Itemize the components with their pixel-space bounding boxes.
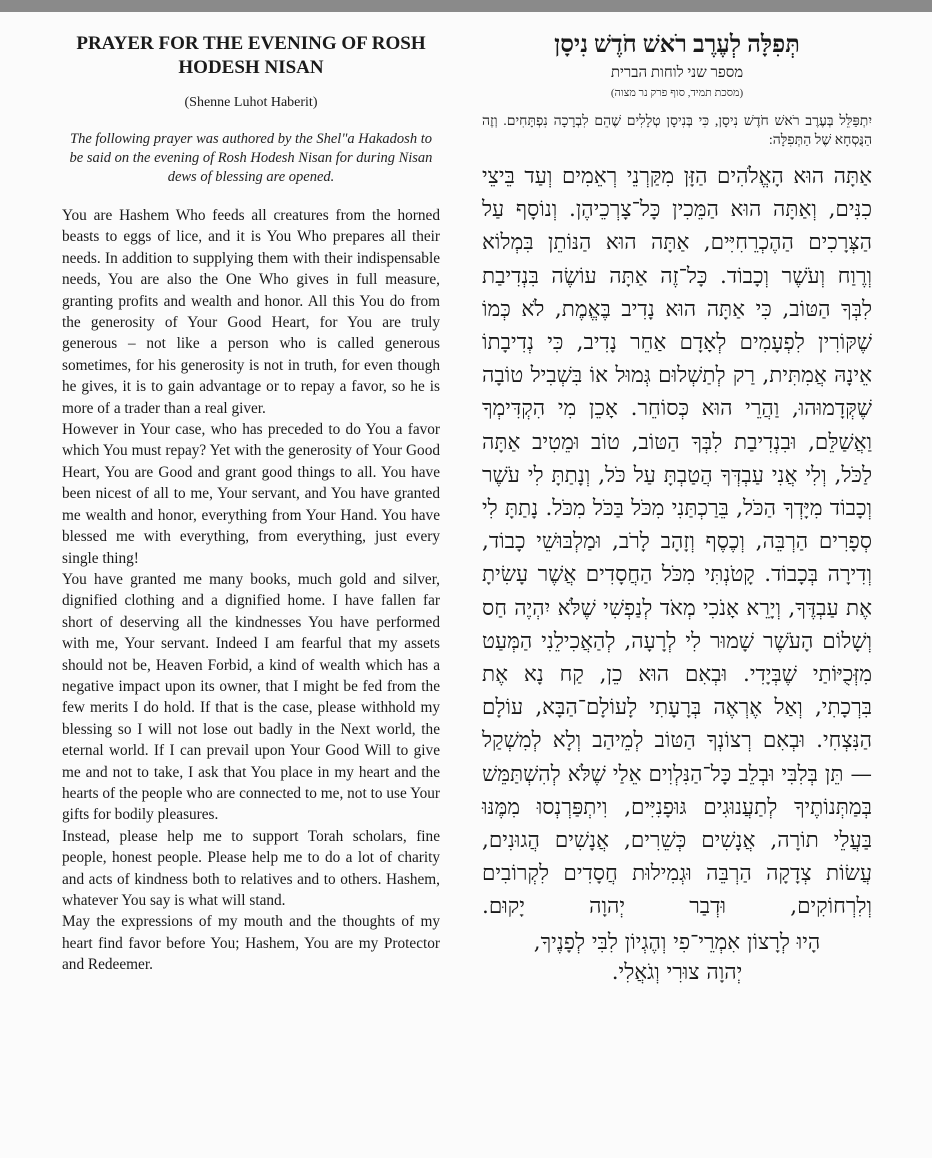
hebrew-closing-line: יְהוָה צוּרִי וְגֹאֲלִי. [611, 959, 743, 985]
english-paragraph: May the expressions of my mouth and the thoughts of my heart find favor before You; Hashem, You are my Protector and Redeemer. [62, 913, 440, 974]
hebrew-closing-line: הָיוּ לְרָצוֹן אִמְרֵי־פִי וְהֶגְיוֹן לִבִּי לְפָנֶיךָ, [533, 929, 821, 955]
hebrew-column [482, 30, 872, 988]
english-paragraph: You are Hashem Who feeds all creatures from the horned beasts to eggs of lice, and it is You Who prepares all their needs. In addition to supplying them with their indispensable needs, You are also the One Who gives in full measure, granting profits and wealth and honor. All this You do from the generosity of Your Good Heart, for You are truly generous – not like a person who is called generous sometimes, for his generosity is not in truth, for even though he gives, it is to gain advantage or to repay a favor, so he is more of a trader than a real giver. [62, 207, 440, 417]
english-paragraph: However in Your case, who has preceded to do You a favor which You must repay? Yet with the generosity of Your Good Heart, You are Good and grant good things to all. You have been nicest of all to me, Your servant, and You have granted me wealth and honor, everything from Your Hand. You have blessed me with everything, from everything, just every single thing! [62, 421, 440, 567]
english-paragraph: Instead, please help me to support Torah scholars, fine people, honest people. Please help me to do a lot of charity and acts of kindness both to relatives and to others. Hashem, whatever You say is what will stand. [62, 827, 440, 909]
english-intro: The following prayer was authored by the Shel"a Hakadosh to be said on the evening of Rosh Hodesh Nisan for during Nisan dews of blessing are opened. [69, 131, 433, 185]
hebrew-body: אַתָּה הוּא הָאֱלֹהִים הַזָּן מִקַּרְנֵי רְאֵמִים וְעַד בֵּיצֵי כִנִּים, וְאַתָּה הוּא הַמֵּכִין כָּל־צָרְכֵיהֶן. וְנוֹסָף עַל הַצְּרָכִים הַהֶכְרֵחִיִּים, אַתָּה הוּא הַנּוֹתֵן בִּמְלוֹא וְרֶוַח וְעֹשֶׁר וְכָבוֹד. כָּל־זֶה אַתָּה עוֹשֶׂה בִּנְדִיבַת לִבְּךָ הַטּוֹב, כִּי אַתָּה הוּא נָדִיב בֶּאֱמֶת, לֹא כְּמוֹ שֶׁקּוֹרִין לִפְעָמִים לְאָדָם אַחֵר נָדִיב, כִּי נְדִיבָתוֹ אֵינָהּ אֲמִתִּית, רַק לְתַשְׁלוּם גְּמוּל אוֹ בִּשְׁבִיל טוֹבָה שֶׁקְּדָמוּהוּ, וַהֲרֵי הוּא כְּסוֹחֵר. אָכֵן מִי הִקְדִּימְךָ וַאֲשַׁלֵּם, וּבִנְדִיבַת לִבְּךָ הַטּוֹב, טוֹב וּמֵטִיב אַתָּה לַכֹּל, וְלִי אֲנִי עַבְדְּךָ הֲטַבְתָּ עַל כֹּל, וְנָתַתָּ לִי עֹשֶׁר וְכָבוֹד מִיָּדְךָ הַכֹּל, בֵּרַכְתַּנִי מִכֹּל בַּכֹּל מִכֹּל. נָתַתָּ לִי סְפָרִים הַרְבֵּה, וְכֶסֶף וְזָהָב לָרֹב, וּמַלְבּוּשֵׁי כָבוֹד, וְדִירָה בְּכָבוֹד. קָטֹנְתִּי מִכֹּל הַחֲסָדִים אֲשֶׁר עָשִׂיתָ אֶת עַבְדֶּךָ, וְיָרֵא אָנֹכִי מְאֹד לְנַפְשִׁי שֶׁלֹּא יִהְיֶה חַס וְשָׁלוֹם הָעֹשֶׁר שָׁמוּר לִי לְרָעָה, לְהַאֲכִילֵנִי הַמְּעַט מִזְּכֻיּוֹתַי שֶׁבְּיָדִי. וּבְאִם הוּא כֵן, קַח נָא אֶת בִּרְכָתִי, וְאַל אֶרְאֶה בְּרָעָתִי לָעוֹלָם־הַבָּא, עוֹלָם הַנִּצְחִי. וּבְאִם רְצוֹנְךָ הַטּוֹב לְמֵיהַב וְלָא לְמִשְׁקַל — תֵּן בְּלִבִּי וּבְלֵב כָּל־הַנִּלְוִים אֵלַי שֶׁלֹּא לְהִשְׁתַּמֵּשׁ בְּמַתְּנוֹתֶיךָ לְתַעֲנוּגִים גּוּפָנִיִּים, וִיתְפַּרְנְסוּ מִמֶּנּוּ בַּעֲלֵי תוֹרָה, אֲנָשִׁים כְּשֵׁרִים, אֲנָשִׁים הֲגוּנִים, עֲשׂוֹת צְדָקָה הַרְבֵּה וּגְמִילוּת חֲסָדִים לִקְרוֹבִים וְלִרְחוֹקִים, וּדְבַר יְהוָה יָקוּם. [482, 164, 872, 920]
english-column [62, 32, 440, 976]
top-bar [0, 0, 932, 12]
english-title: PRAYER FOR THE EVENING OF ROSH HODESH NISAN [76, 33, 426, 78]
english-body [62, 205, 440, 976]
hebrew-closing [482, 928, 872, 988]
english-paragraph: You have granted me many books, much gold and silver, dignified clothing and a dignified home. I have fallen far short of deserving all the kindnesses You have performed with me, Your servant. Indeed I am fearful that my assets should not be, Heaven Forbid, a kind of wealth which has a negative impact upon its owner, that I might be fed from the few merits I do hold. If that is the case, please withhold my blessing so I will not lose out badly in the Next world, the eternal world. If I can prevail upon Your Good Will to give me and not to take, I ask that You place in my heart and the hearts of the people who are connected to me, not to use Your gifts for bodily pleasures. [62, 570, 440, 824]
hebrew-intro: יִתְפַּלֵּל בְּעֶרֶב רֹאשׁ חֹדֶשׁ נִיסָן, כִּי בְּנִיסָן טְלָלִים שֶׁהֵם לִבְרָכָה נִפְתָּחִים. וְזֶה הַנֻּסְחָא שֶׁל הַתְּפִלָּה: [482, 114, 872, 148]
hebrew-subtitle: מספר שני לוחות הברית [610, 65, 744, 81]
hebrew-title: תְּפִלָּה לְעֶרֶב רֹאשׁ חֹדֶשׁ נִיסָן [554, 32, 800, 58]
hebrew-source: (מסכת תמיד, סוף פרק נר מצוה) [610, 87, 744, 99]
document-page [0, 12, 932, 1158]
english-subtitle: (Shenne Luhot Haberit) [184, 95, 318, 110]
